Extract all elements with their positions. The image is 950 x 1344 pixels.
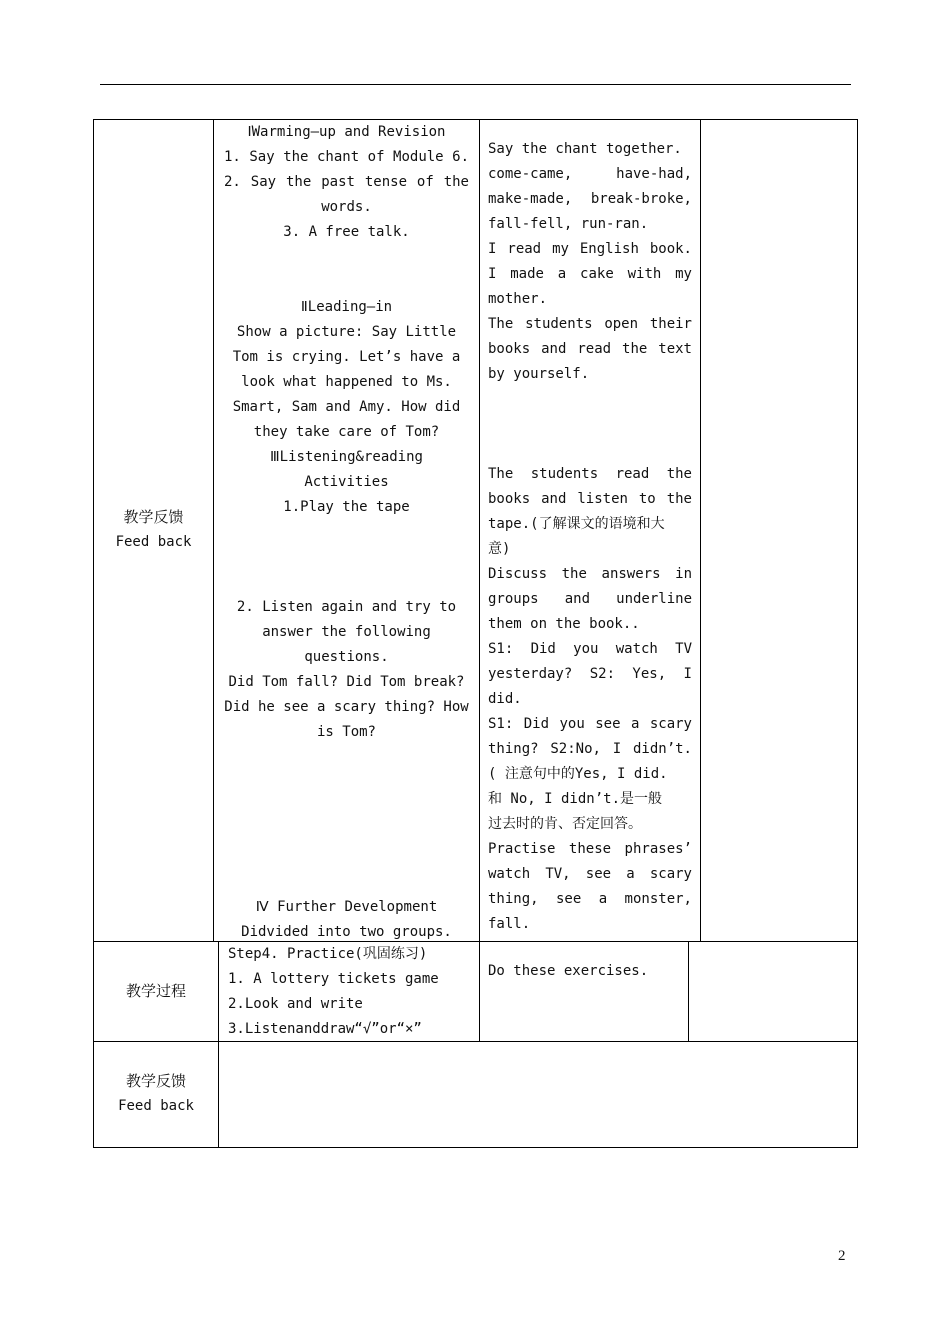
student-line: Discuss the answers in	[488, 566, 692, 582]
teacher-line: 3.Listenanddraw“√”or“×”	[228, 1021, 422, 1037]
student-line: make-made, break-broke,	[488, 191, 692, 207]
teacher-line: 1. Say the chant of Module 6.	[224, 149, 469, 165]
teacher-line-blank	[224, 520, 469, 545]
teacher-line: 1.Play the tape	[283, 499, 410, 515]
student-line: groups and underline	[488, 591, 692, 607]
row2-teacher-activities	[219, 942, 479, 1042]
student-line: The students read the	[488, 466, 692, 482]
table-right-border	[857, 119, 858, 1147]
student-line: yesterday? S2: Yes, I	[488, 666, 692, 682]
student-line-blank	[488, 437, 692, 462]
teacher-line: answer the following	[262, 624, 431, 640]
student-line: tape.(了解课文的语境和大	[488, 516, 665, 532]
row2-col2-border	[479, 941, 480, 1041]
row1-label-en: Feed back	[115, 534, 192, 550]
row1-label	[94, 505, 213, 555]
teacher-line-blank	[224, 270, 469, 295]
student-line: by yourself.	[488, 366, 590, 382]
header-rule	[100, 84, 851, 85]
teacher-line-blank	[224, 795, 469, 820]
teacher-line: Activities	[304, 474, 389, 490]
student-line: fall-fell, run-ran.	[488, 216, 649, 232]
teacher-line: Did he see a scary thing? How	[224, 699, 469, 715]
student-line: Do these exercises.	[488, 963, 649, 979]
teacher-line: Smart, Sam and Amy. How did	[232, 399, 461, 415]
teacher-line-blank	[224, 745, 469, 770]
student-line: S1: Did you see a scary	[488, 716, 692, 732]
student-line: mother.	[488, 291, 548, 307]
teacher-line: words.	[321, 199, 372, 215]
teacher-line-blank	[224, 820, 469, 845]
student-line: I made a cake with my	[488, 266, 692, 282]
student-line: Say the chant together.	[488, 141, 682, 157]
row2-label	[94, 979, 218, 1004]
teacher-line: they take care of Tom?	[253, 424, 440, 440]
teacher-line: 3. A free talk.	[283, 224, 410, 240]
row3-label-cn: 教学反馈	[125, 1072, 186, 1090]
student-line: Practise these phrases’	[488, 841, 692, 857]
student-line: books and listen to the	[488, 491, 692, 507]
teacher-line-blank	[224, 245, 469, 270]
teacher-line: 2.Look and write	[228, 996, 363, 1012]
teacher-line: 2. Listen again and try to	[236, 599, 457, 615]
student-line: 过去时的肯、否定回答。	[488, 816, 642, 832]
teacher-line: Show a picture: Say Little	[236, 324, 457, 340]
row1-label-cn: 教学反馈	[123, 508, 184, 526]
teacher-line: look what happened to Ms.	[241, 374, 452, 390]
student-line: watch TV, see a scary	[488, 866, 692, 882]
row1-student-activities	[480, 137, 700, 937]
teacher-line: 2. Say the past tense of the	[224, 174, 469, 190]
row1-col3-border	[700, 119, 701, 941]
student-line: I read my English book.	[488, 241, 692, 257]
teacher-line: Tom is crying. Let’s have a	[232, 349, 461, 365]
student-line: fall.	[488, 916, 531, 932]
student-line: them on the book..	[488, 616, 640, 632]
row2-student-activities	[480, 959, 688, 984]
page-number: 2	[838, 1248, 846, 1264]
row2-label-cn: 教学过程	[125, 982, 186, 1000]
student-line-blank	[488, 412, 692, 437]
student-line-blank	[488, 387, 692, 412]
student-line: ( 注意句中的Yes, I did.	[488, 766, 668, 782]
row1-teacher-activities	[214, 120, 479, 945]
row3-label-en: Feed back	[118, 1098, 194, 1114]
teacher-line: ⅢListening&reading	[270, 449, 423, 465]
row2-col3-border	[688, 941, 689, 1041]
teacher-line: Didvided into two groups.	[241, 924, 452, 940]
teacher-line: is Tom?	[316, 724, 376, 740]
student-line: come-came, have-had,	[488, 166, 692, 182]
teacher-line-blank	[224, 870, 469, 895]
teacher-line: Did Tom fall? Did Tom break?	[228, 674, 465, 690]
student-line: thing? S2:No, I didn’t.	[488, 741, 692, 757]
student-line: 意)	[488, 541, 511, 557]
teacher-line-blank	[224, 845, 469, 870]
teacher-line: Step4. Practice(巩固练习)	[228, 946, 428, 962]
table-bottom-border	[93, 1147, 858, 1148]
teacher-line: questions.	[304, 649, 389, 665]
teacher-line: ⅠWarming—up and Revision	[247, 124, 446, 140]
teacher-line-blank	[224, 570, 469, 595]
student-line: did.	[488, 691, 522, 707]
teacher-line-blank	[224, 545, 469, 570]
student-line: thing, see a monster,	[488, 891, 692, 907]
student-line: books and read the text	[488, 341, 692, 357]
teacher-line: ⅡLeading—in	[300, 299, 393, 315]
student-line: 和 No, I didn’t.是一般	[488, 791, 663, 807]
student-line: S1: Did you watch TV	[488, 641, 692, 657]
teacher-line-blank	[224, 770, 469, 795]
teacher-line: Ⅳ Further Development	[255, 899, 438, 915]
row3-label	[94, 1069, 218, 1119]
teacher-line: 1. A lottery tickets game	[228, 971, 439, 987]
student-line: The students open their	[488, 316, 692, 332]
